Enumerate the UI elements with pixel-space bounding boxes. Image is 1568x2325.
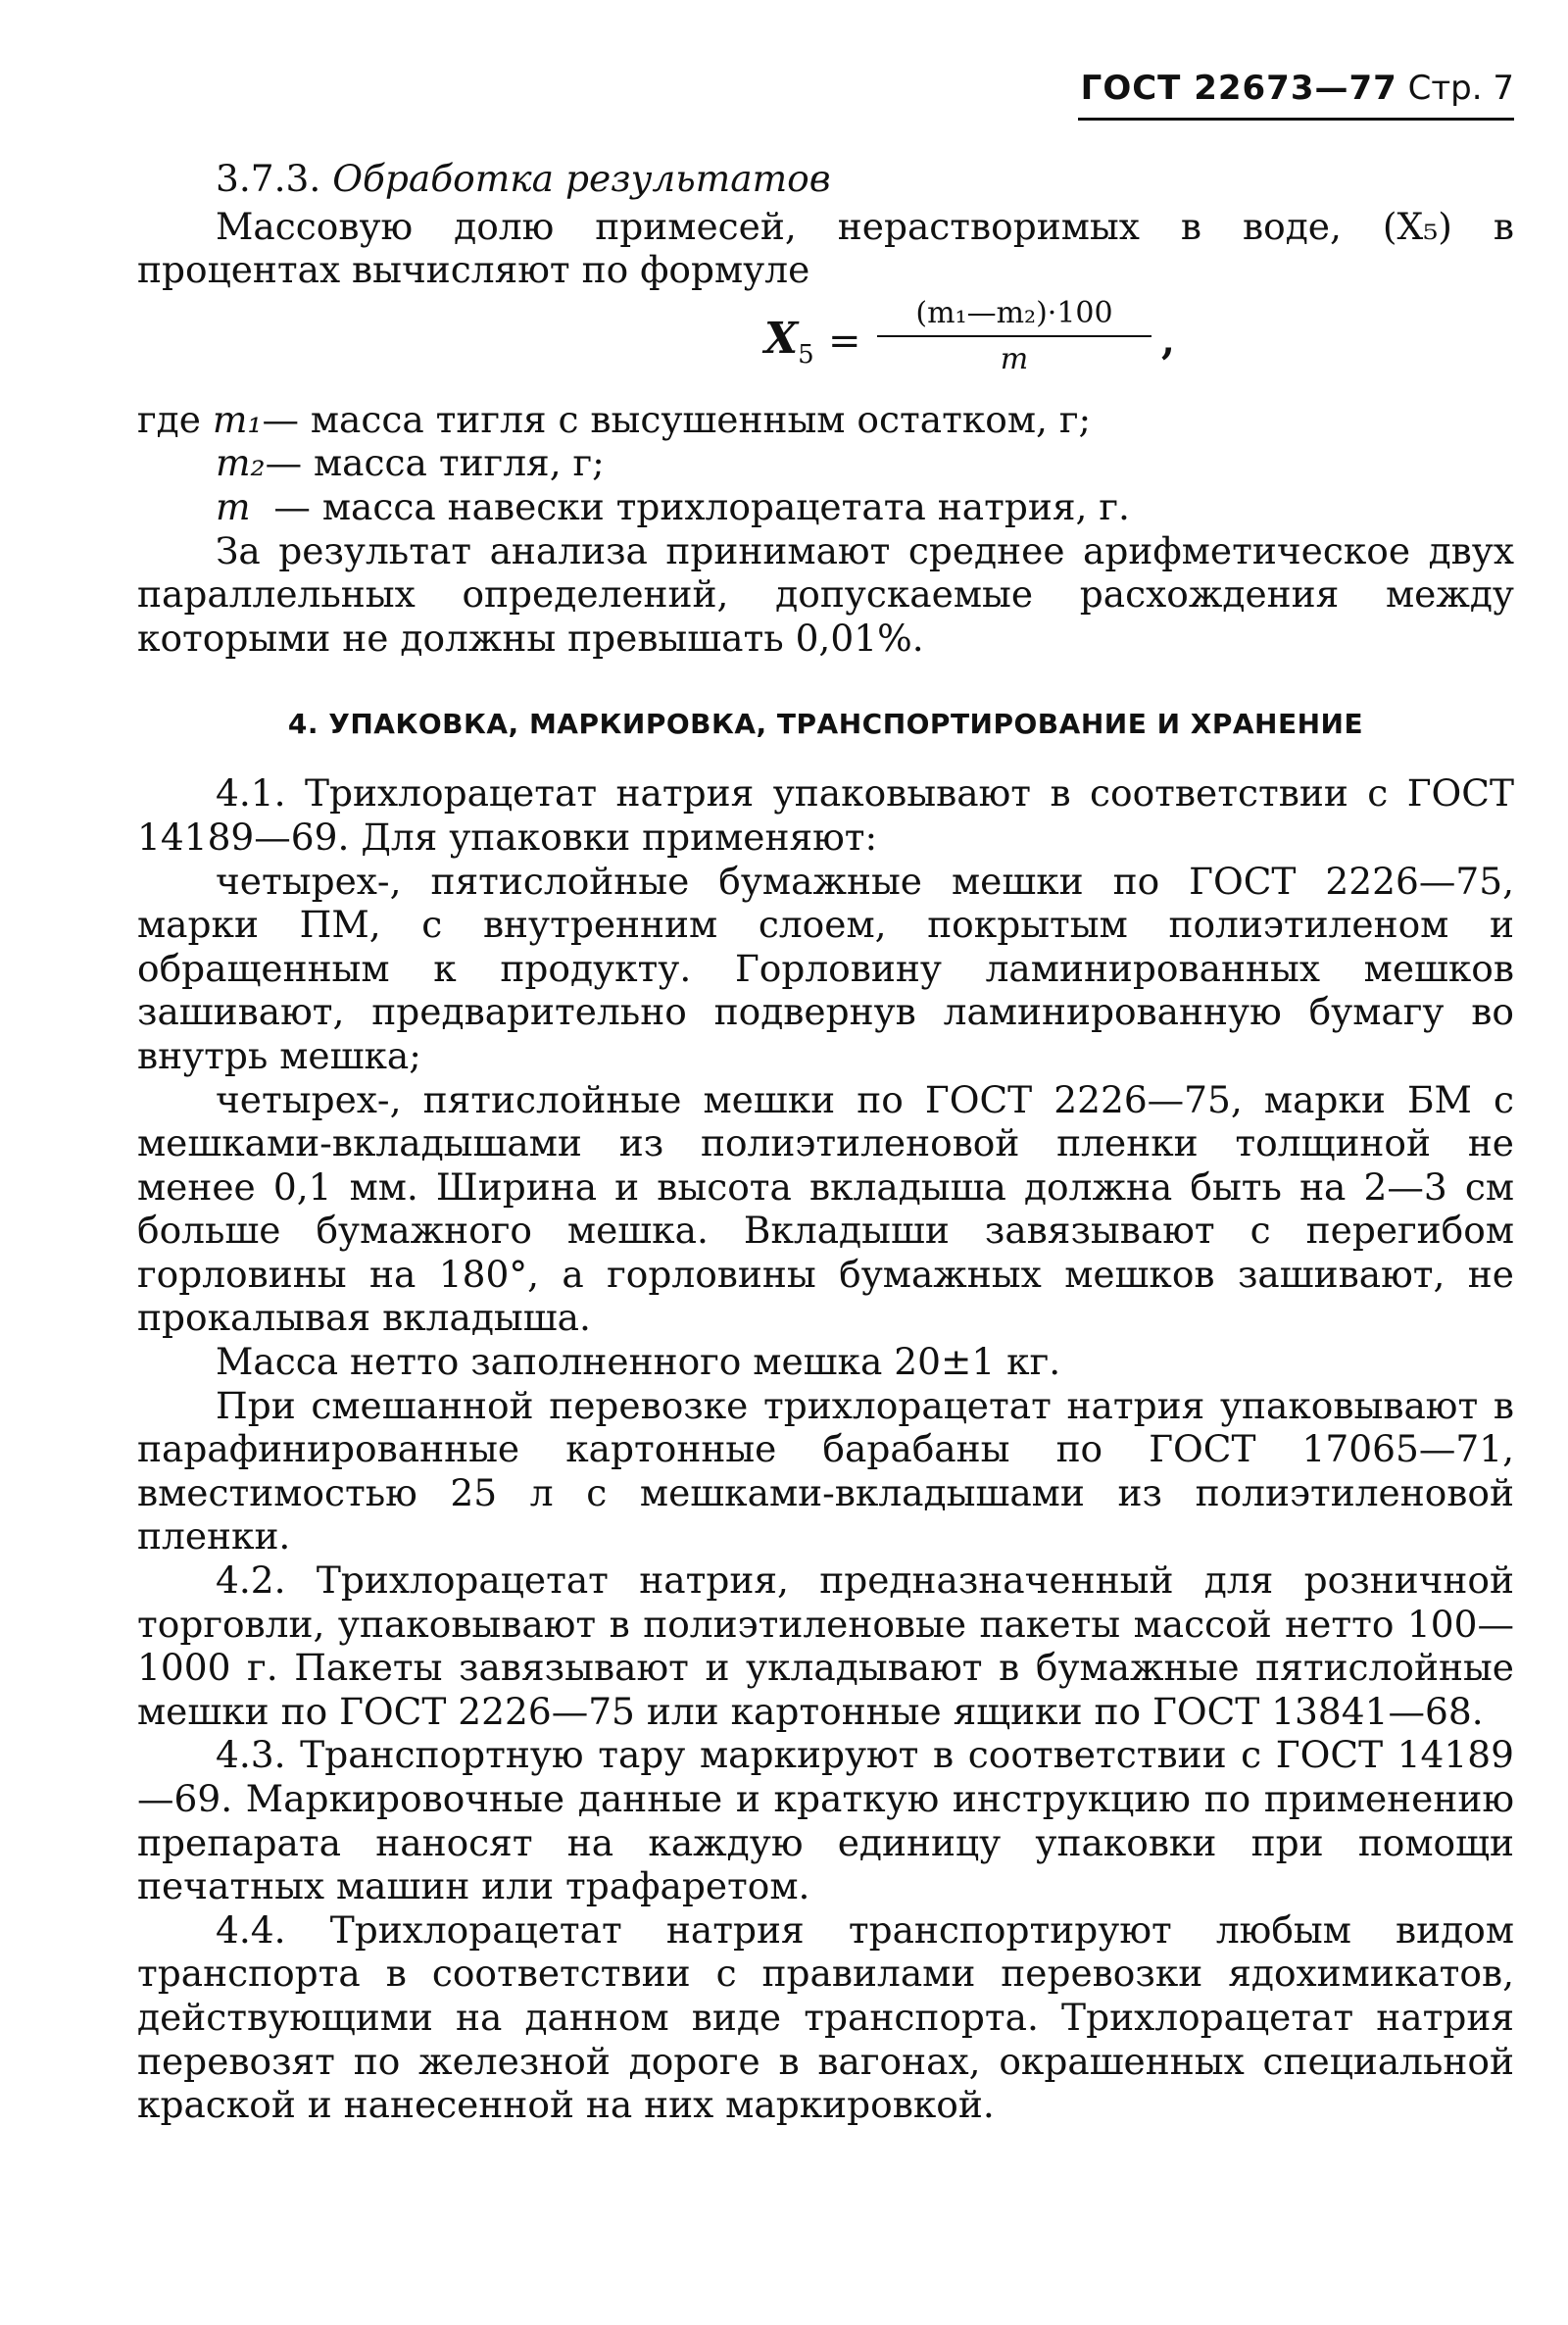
standard-number: ГОСТ 22673—77 [1080, 69, 1397, 108]
formula-fraction [877, 294, 1152, 378]
definition-row: m — масса навески трихлорацетата натрия, г. [216, 484, 1130, 528]
formula-equals: = [828, 318, 861, 364]
body-text [137, 157, 1514, 2127]
paragraph: 4.4. Трихлорацетат натрия транспортируют любым видом транспорта в соответствии с правилами перевозки ядохимикатов, действующими на данном виде транспорта. Трихлорацетат натрия перевозят по железной дороге в вагонах, окрашенных специальной краской и нанесенной на них маркировкой. [137, 1907, 1514, 2127]
variable-definitions [137, 398, 1514, 529]
definition-row: где m₁ — масса тигля с высушенным остатком, г; [137, 397, 1092, 441]
section-title: 4. УПАКОВКА, МАРКИРОВКА, ТРАНСПОРТИРОВАНИЕ И ХРАНЕНИЕ [287, 708, 1364, 741]
paragraph: четырех-, пятислойные бумажные мешки по ГОСТ 2226—75, марки ПМ, с внутренним слоем, покрытым полиэтиленом и обращенным к продукту. Горловину ламинированных мешков зашивают, предварительно подвернув ламинированную бумагу во внутрь мешка; [137, 859, 1514, 1077]
formula-intro: Массовую долю примесей, нерастворимых в воде, (X₅) в процентах вычисляют по формуле [137, 204, 1514, 292]
paragraph: 4.2. Трихлорацетат натрия, предназначенный для розничной торговли, упаковывают в полиэтиленовые пакеты массой нетто 100—1000 г. Пакеты завязывают и укладывают в бумажные пятислойные мешки по ГОСТ 2226—75 или картонные ящики по ГОСТ 13841—68. [137, 1558, 1514, 1733]
result-paragraph: За результат анализа принимают среднее арифметическое двух параллельных определений, допускаемые расхождения между которыми не должны превышать 0,01%. [137, 528, 1514, 660]
formula-trailing-comma: , [1161, 317, 1175, 364]
paragraph: 4.1. Трихлорацетат натрия упаковывают в соответствии с ГОСТ 14189—69. Для упаковки применяют: [137, 771, 1514, 859]
subsection-heading [137, 157, 1514, 201]
definition-row: m₂ — масса тигля, г; [216, 441, 605, 485]
page-number: Стр. 7 [1407, 69, 1514, 108]
formula-numerator: (m₁—m₂)·100 [915, 295, 1113, 330]
formula-lhs: $X_5$ [764, 313, 814, 370]
fraction-bar [877, 335, 1152, 337]
subsection-number: 3.7.3. [216, 157, 321, 200]
formula [137, 294, 1514, 392]
paragraph: четырех-, пятислойные мешки по ГОСТ 2226—75, марки БМ с мешками-вкладышами из полиэтиленовой пленки толщиной не менее 0,1 мм. Ширина и высота вкладыша должна быть на 2—3 см больше бумажного мешка. Вкладыши завязывают с перегибом горловины на 180°, а горловины бумажных мешков зашивают, не прокалывая вкладыша. [137, 1077, 1514, 1340]
paragraph: 4.3. Транспортную тару маркируют в соответствии с ГОСТ 14189—69. Маркировочные данные и краткую инструкцию по применению препарата наносят на каждую единицу упаковки при помощи печатных машин или трафаретом. [137, 1733, 1514, 1908]
formula-denominator: m [1000, 341, 1029, 376]
paragraph: При смешанной перевозке трихлорацетат натрия упаковывают в парафинированные картонные барабаны по ГОСТ 17065—71, вместимостью 25 л с мешками-вкладышами из полиэтиленовой пленки. [137, 1383, 1514, 1558]
paragraph: Масса нетто заполненного мешка 20±1 кг. [216, 1340, 1061, 1384]
running-header [1078, 59, 1514, 121]
subsection-title: Обработка результатов [332, 157, 831, 200]
